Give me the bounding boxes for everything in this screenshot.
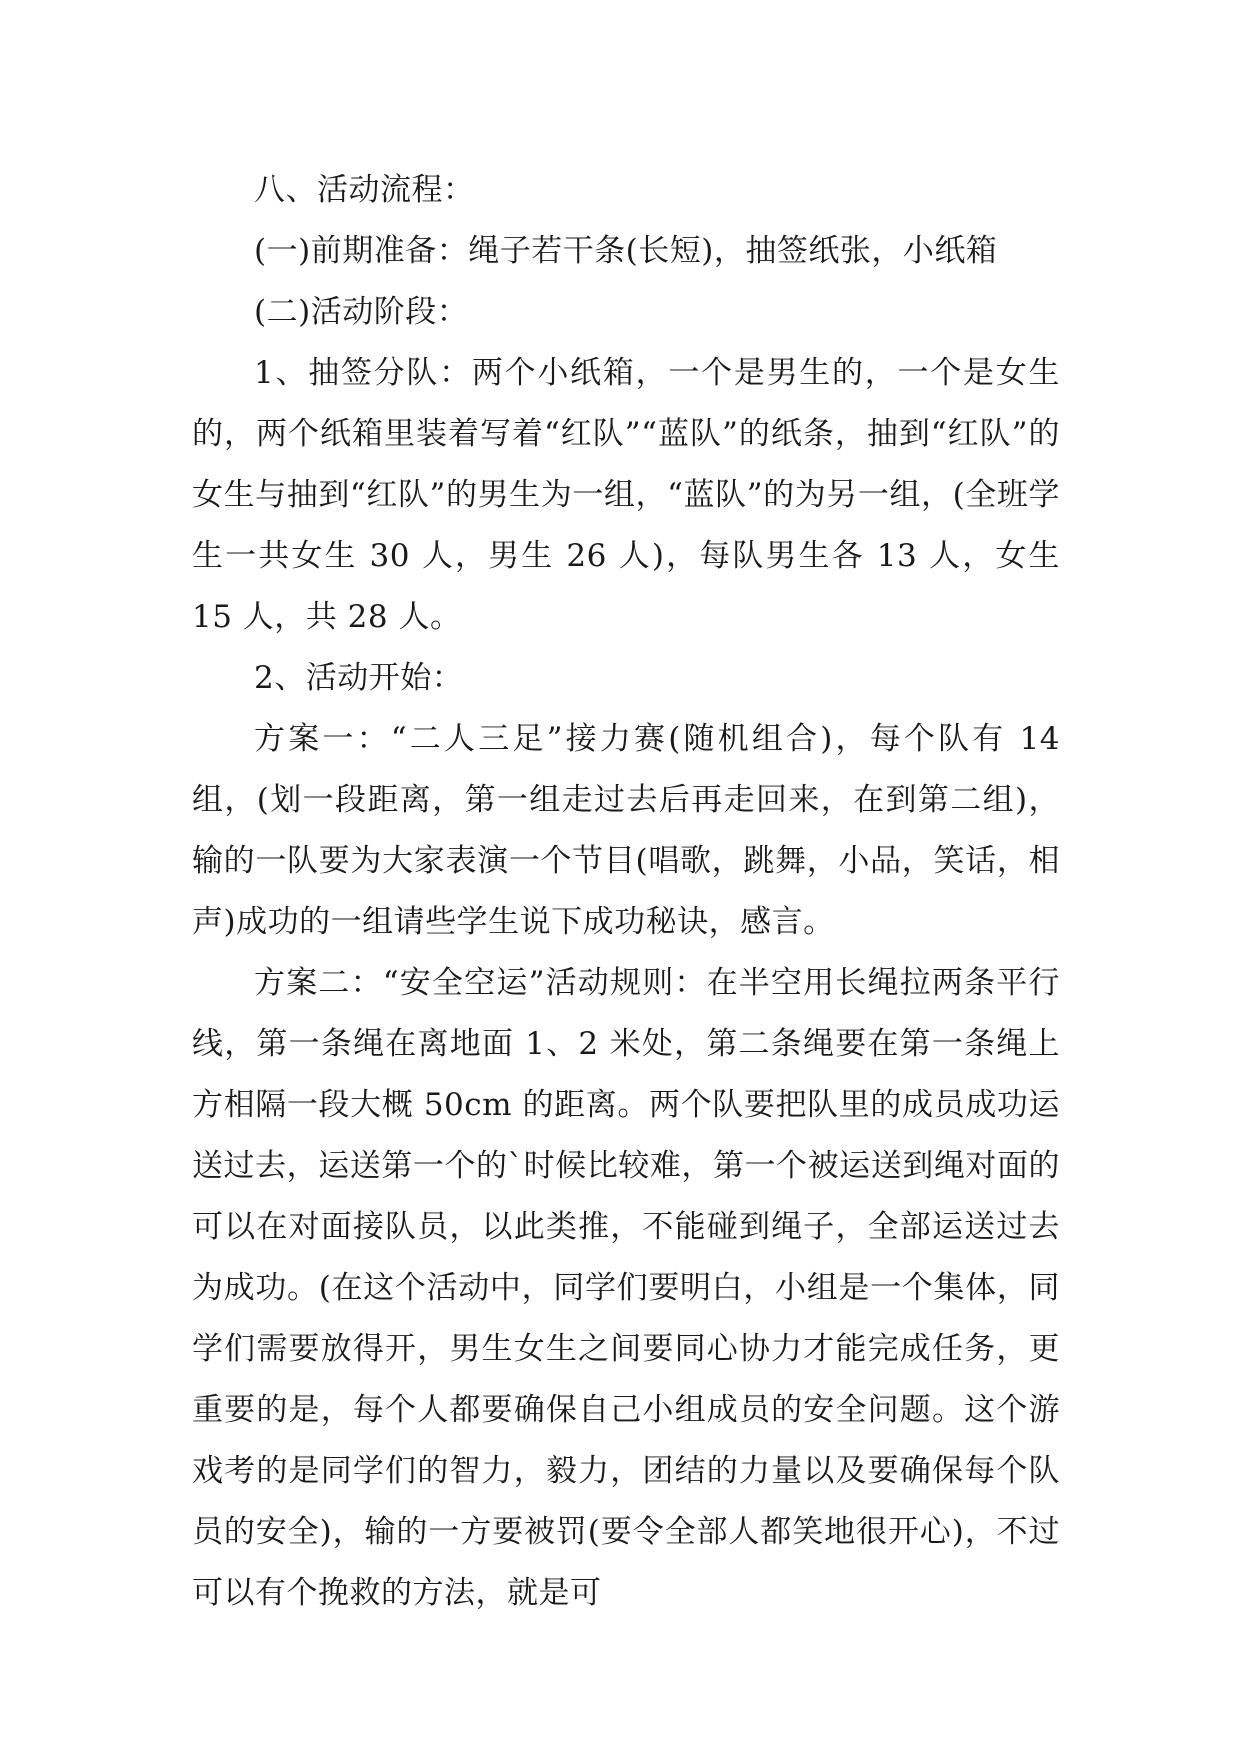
paragraph-activity-stage: (二)活动阶段：: [254, 294, 469, 330]
document-body: [192, 160, 1060, 1624]
paragraph-preparation: (一)前期准备：绳子若干条(长短)，抽签纸张，小纸箱: [254, 233, 998, 269]
paragraph-plan-two: 方案二：“安全空运”活动规则：在半空用长绳拉两条平行线，第一条绳在离地面 1、2 米处，第二条绳要在第一条绳上方相隔一段大概 50cm 的距离。两个队要把队里的成员成功运送过去，运送第一个的`时候比较难，第一个被运送到绳对面的可以在对面接队员，以此类推，不能碰到绳子，全部运送过去为成功。(在这个活动中，同学们要明白，小组是一个集体，同学们需要放得开，男生女生之间要同心协力才能完成任务，更重要的是，每个人都要确保自己小组成员的安全问题。这个游戏考的是同学们的智力，毅力，团结的力量以及要确保每个队员的安全)，输的一方要被罚(要令全部人都笑地很开心)，不过可以有个挽救的方法，就是可: [192, 965, 1060, 1611]
section-heading-activity-flow: 八、活动流程：: [254, 172, 475, 208]
paragraph-plan-one: 方案一：“二人三足”接力赛(随机组合)，每个队有 14 组，(划一段距离，第一组走过去后再走回来，在到第二组)，输的一队要为大家表演一个节目(唱歌，跳舞，小品，笑话，相声)成功的一组请些学生说下成功秘诀，感言。: [192, 721, 1060, 940]
paragraph-activity-start: 2、活动开始：: [254, 660, 464, 696]
paragraph-team-draw: 1、抽签分队：两个小纸箱，一个是男生的，一个是女生的，两个纸箱里装着写着“红队”“蓝队”的纸条，抽到“红队”的女生与抽到“红队”的男生为一组，“蓝队”的为另一组，(全班学生一共女生 30 人，男生 26 人)，每队男生各 13 人，女生 15 人，共 28 人。: [192, 355, 1060, 635]
